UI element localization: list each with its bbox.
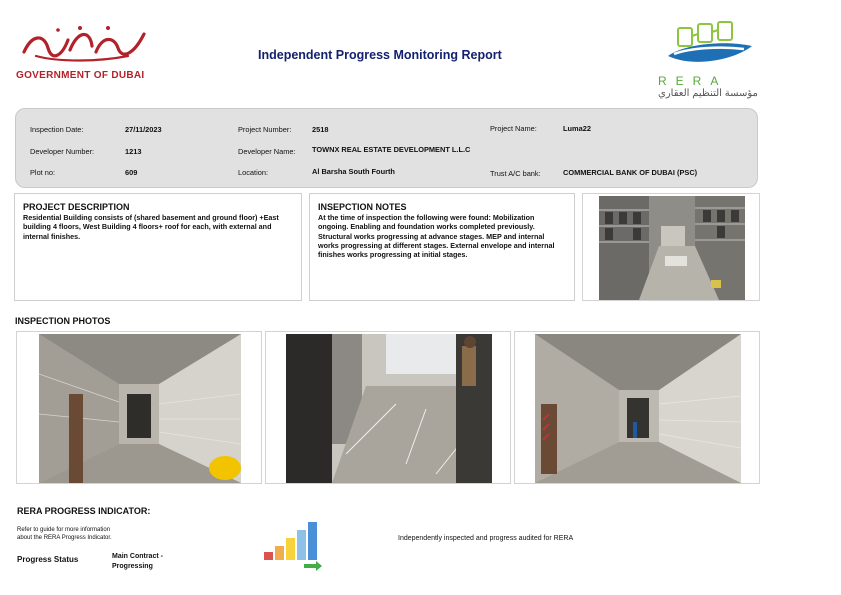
inspection-photos-title: INSPECTION PHOTOS (15, 316, 111, 326)
project-info-panel (15, 108, 758, 188)
guide-text-line2: about the RERA Progress Indicator. (17, 535, 112, 541)
inspection-notes-text: At the time of inspection the following were found: Mobilization ongoing. Enabling and foundation works completed previously. Structural works progressing at advance stages. MEP and internal works progressing at different stages. External envelope and internal finishes works progressing at initial stages. (318, 213, 555, 260)
project-number-value: 2518 (312, 125, 329, 134)
site-photo-frame (582, 193, 760, 301)
rera-arabic-name: مؤسسة التنظيم العقاري (658, 88, 758, 99)
inspection-photo-frame-1 (16, 331, 262, 484)
progress-indicator-bars-icon (262, 520, 326, 572)
progress-status-value: Main Contract - Progressing (112, 553, 163, 570)
location-label: Location: (238, 168, 268, 177)
developer-number-label: Developer Number: (30, 147, 95, 156)
project-description-text: Residential Building consists of (shared basement and ground floor) +East building 4 floors, West Building 4 floors+ roof for each, with external and internal finishes. (23, 213, 279, 241)
audit-statement: Independently inspected and progress audited for RERA (398, 535, 574, 542)
project-description-title: PROJECT DESCRIPTION (23, 202, 130, 212)
project-description-box (14, 193, 302, 301)
inspection-date-label: Inspection Date: (30, 125, 84, 134)
project-name-label: Project Name: (490, 124, 537, 133)
inspection-notes-title: INSEPCTION NOTES (318, 202, 407, 212)
rera-emblem-icon (654, 20, 764, 80)
inspection-notes-box (309, 193, 575, 301)
rera-name: RERA (658, 74, 728, 88)
inspection-photo-frame-3 (514, 331, 760, 484)
progress-indicator-title: RERA PROGRESS INDICATOR: (17, 506, 151, 516)
dubai-calligraphy-logo (18, 22, 150, 62)
location-value: Al Barsha South Fourth (312, 167, 395, 176)
trust-bank-value: COMMERCIAL BANK OF DUBAI (PSC) (563, 168, 698, 177)
inspection-photo-frame-2 (265, 331, 511, 484)
project-name-value: Luma22 (563, 124, 591, 133)
developer-name-label: Developer Name: (238, 147, 296, 156)
developer-name-value: TOWNX REAL ESTATE DEVELOPMENT L.L.C (312, 145, 471, 154)
progress-status-label: Progress Status (17, 555, 79, 564)
plot-value: 609 (125, 168, 138, 177)
guide-text-line1: Refer to guide for more information (17, 527, 111, 533)
plot-label: Plot no: (30, 168, 56, 177)
inspection-photo-3 (535, 334, 741, 483)
developer-number-value: 1213 (125, 147, 142, 156)
rera-logo (654, 20, 764, 102)
report-title: Independent Progress Monitoring Report (258, 48, 502, 62)
government-of-dubai-logo (14, 22, 154, 82)
trust-bank-label: Trust A/C bank: (490, 169, 541, 178)
project-number-label: Project Number: (238, 125, 292, 134)
inspection-photo-2 (286, 334, 492, 483)
site-overview-photo (599, 196, 745, 300)
inspection-date-value: 27/11/2023 (125, 125, 162, 134)
government-name: GOVERNMENT OF DUBAI (16, 70, 145, 81)
inspection-photo-1 (39, 334, 241, 483)
